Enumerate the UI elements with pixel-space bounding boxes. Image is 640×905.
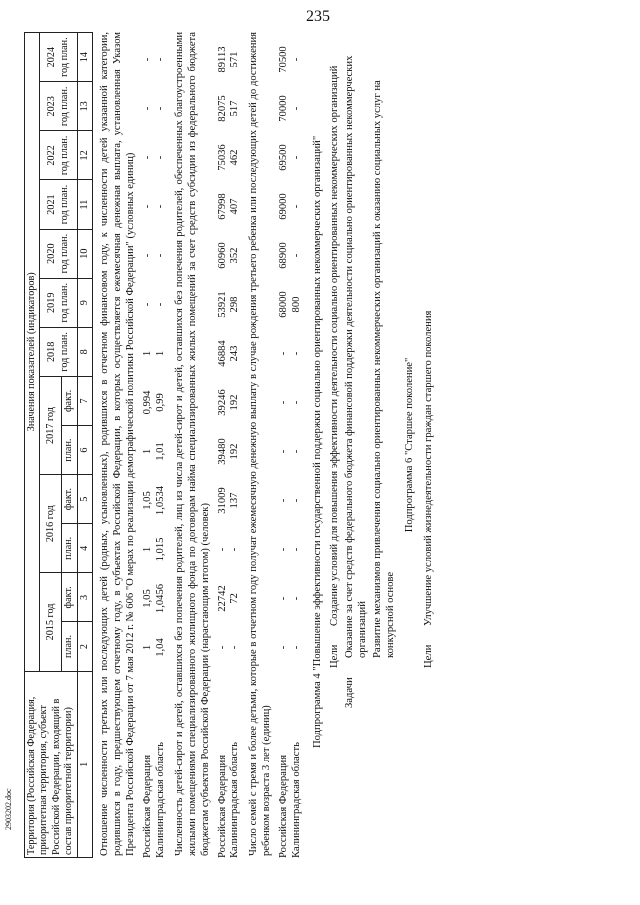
indicator-value: 22742 xyxy=(216,585,228,612)
task-text: Оказание за счет средств федерального бюджета финансовой поддержки деятельности социально ориентированных некоммерческих организаций xyxy=(343,55,368,658)
subprogram4-goal xyxy=(329,32,342,668)
subprogram4-title: Подпрограмма 4 "Повышение эффективности государственной поддержки социально ориентированных некоммерческих организаций" xyxy=(312,135,324,748)
goal-text: Создание условий для повышения эффективности деятельности социально ориентированных некоммерческих организаций xyxy=(329,65,341,626)
sub-header: факт. xyxy=(62,475,77,524)
indicator-value: 69000 xyxy=(278,193,290,220)
indicator-value: 60960 xyxy=(216,242,228,269)
indicator-value: 1 xyxy=(141,546,153,553)
indicator-value: 1 xyxy=(154,350,166,357)
indicator-value: 192 xyxy=(229,443,241,460)
plan-year-sub: год план. xyxy=(58,282,70,323)
indicator-value: - xyxy=(278,596,290,601)
indicator-value: - xyxy=(278,449,290,454)
territory-label: Российская Федерация xyxy=(278,754,290,858)
plan-year-header xyxy=(40,229,77,278)
indicator-value: 517 xyxy=(229,100,241,117)
indicator-value: 70000 xyxy=(278,95,290,122)
indicator-value: - xyxy=(291,57,303,62)
column-number: 11 xyxy=(77,180,92,229)
indicator-value: 407 xyxy=(229,198,241,215)
indicator-value: 1,04 xyxy=(154,638,166,657)
indicator-value: 68000 xyxy=(278,291,290,318)
column-number: 1 xyxy=(77,671,92,857)
indicator-value: - xyxy=(154,57,166,62)
indicator-value: 352 xyxy=(229,247,241,264)
plan-year-header xyxy=(40,82,77,131)
indicator-value: - xyxy=(229,547,241,552)
column-number: 7 xyxy=(77,376,92,425)
column-number: 10 xyxy=(77,229,92,278)
indicator-value: 1 xyxy=(141,644,153,651)
indicator-value: - xyxy=(291,253,303,258)
indicator-value: 800 xyxy=(291,296,303,313)
task-text: Развитие механизмов привлечения социально ориентированных некоммерческих организаций к оказанию социальных услуг на конкурсной основе xyxy=(371,80,396,658)
territory-label: Российская Федерация xyxy=(141,754,153,858)
indicator-value: 192 xyxy=(229,394,241,411)
indicators-table xyxy=(24,32,93,858)
page-number: 235 xyxy=(306,8,330,25)
goal-text: Улучшение условий жизнедеятельности граждан старшего поколения xyxy=(422,310,434,626)
indicator-value: - xyxy=(278,645,290,650)
indicator-value: 137 xyxy=(229,492,241,509)
column-number: 9 xyxy=(77,278,92,327)
plan-year-header xyxy=(40,131,77,180)
indicator-value: - xyxy=(291,645,303,650)
indicator-value: - xyxy=(291,351,303,356)
indicator-value: 0,99 xyxy=(154,393,166,412)
indicator-value: - xyxy=(141,106,153,111)
indicator-title: Отношение численности третьих или последующих детей (родных, усыновленных), родившихся в отчетном финансовом году, к численности детей указанной категории, родившихся в году, предшествующем отчетному году, в субъектах Российской Федерации, в которых осуществляется ежемесячная денежная выплата, установленная Указом Президента Российской Федерации от 7 мая 2012 г. № 606 "О мерах по реализации демографической политики Российской Федерации" (условных единиц) xyxy=(99,32,137,856)
indicator-value: - xyxy=(291,596,303,601)
plan-year-header xyxy=(40,180,77,229)
plan-year: 2021 xyxy=(46,194,58,215)
column-number: 5 xyxy=(77,475,92,524)
indicator-value: 69500 xyxy=(278,144,290,171)
indicator-value: 1 xyxy=(141,350,153,357)
column-number: 13 xyxy=(77,82,92,131)
indicator-value: 82075 xyxy=(216,95,228,122)
indicator-value: - xyxy=(141,155,153,160)
indicator-value: 571 xyxy=(229,51,241,68)
indicators-body xyxy=(99,32,304,858)
territory-header: Территория (Российская Федерация, приоритетная территория, субъект Российской Федерации, входящий в состав приоритетной территории) xyxy=(25,671,78,857)
indicator-value: 1 xyxy=(141,448,153,455)
column-number: 14 xyxy=(77,33,92,82)
indicator-title: Число семей с тремя и более детьми, которые в отчетном году получат ежемесячную денежную выплату в случае рождения третьего ребенка или последующих детей до достижения ребенком возраста 3 лет (единиц) xyxy=(248,32,273,856)
indicator-value: - xyxy=(141,302,153,307)
indicator-value: - xyxy=(154,155,166,160)
indicator-value: 1,0456 xyxy=(154,583,166,614)
indicator-value: 75036 xyxy=(216,144,228,171)
indicator-value: - xyxy=(141,57,153,62)
plan-year-sub: год план. xyxy=(58,37,70,77)
plan-year-sub: год план. xyxy=(58,184,70,225)
indicator-value: - xyxy=(229,645,241,650)
column-numbers-row xyxy=(77,33,92,858)
indicator-value: 462 xyxy=(229,149,241,166)
indicator-value: - xyxy=(154,204,166,209)
indicator-row xyxy=(278,32,291,858)
indicator-value: 1,05 xyxy=(141,589,153,608)
indicator-value: 68900 xyxy=(278,242,290,269)
plan-year: 2024 xyxy=(46,46,58,68)
indicator-value: 1,0534 xyxy=(154,485,166,516)
indicator-value: - xyxy=(216,645,228,650)
plan-year: 2023 xyxy=(46,96,58,117)
indicator-value: 1,05 xyxy=(141,491,153,510)
indicator-value: 298 xyxy=(229,296,241,313)
indicator-row xyxy=(217,32,230,858)
column-number: 4 xyxy=(77,524,92,573)
indicator-row xyxy=(155,32,168,858)
plan-year: 2019 xyxy=(46,292,58,313)
indicator-value: - xyxy=(291,498,303,503)
indicator-value: - xyxy=(154,253,166,258)
plan-year-sub: год план. xyxy=(58,86,70,127)
territory-label: Калининградская область xyxy=(154,742,166,858)
indicator-value: - xyxy=(291,106,303,111)
indicator-value: 67998 xyxy=(216,193,228,220)
indicator-value: 1,01 xyxy=(154,442,166,461)
plan-year-sub: год план. xyxy=(58,233,70,274)
indicator-value: 70500 xyxy=(278,46,290,73)
subprogram4-task-2 xyxy=(372,32,398,708)
sub-header: план. xyxy=(62,524,77,573)
plan-year-header xyxy=(40,33,77,82)
indicator-title: Численность детей-сирот и детей, оставшихся без попечения родителей, лиц из числа детей-сирот и детей, оставшихся без попечения родителей, обеспеченных благоустроенными жилыми помещениями специализированного жилищного фонда по договорам найма специализированных жилых помещений за счет средств субсидии из федерального бюджета бюджетам субъектов Российской Федерации (нарастающим итогом) (человек) xyxy=(173,32,211,856)
column-number: 6 xyxy=(77,426,92,475)
column-number: 2 xyxy=(77,622,92,671)
indicator-value: - xyxy=(216,547,228,552)
goal-tag: Цели xyxy=(422,644,434,668)
plan-year: 2018 xyxy=(46,341,58,363)
goal-tag: Цели xyxy=(329,644,341,668)
territory-label: Российская Федерация xyxy=(216,754,228,858)
indicator-value: - xyxy=(278,351,290,356)
indicator-value: - xyxy=(291,400,303,405)
plan-year-header xyxy=(40,278,77,327)
indicator-value: - xyxy=(291,155,303,160)
year-header: 2015 год xyxy=(40,573,62,671)
territory-label: Калининградская область xyxy=(229,742,241,858)
indicator-value: - xyxy=(291,449,303,454)
plan-year-sub: год план. xyxy=(58,332,70,372)
indicator-value: - xyxy=(154,106,166,111)
year-header: 2016 год xyxy=(40,475,62,573)
indicator-value: - xyxy=(278,498,290,503)
indicator-value: 39246 xyxy=(216,389,228,416)
indicator-row xyxy=(291,32,304,858)
plan-year-header xyxy=(40,327,77,376)
indicator-value: - xyxy=(141,204,153,209)
indicator-value: 89113 xyxy=(216,46,228,73)
indicator-value: 243 xyxy=(229,345,241,362)
indicator-value: - xyxy=(141,253,153,258)
sub-header: факт. xyxy=(62,573,77,622)
column-number: 3 xyxy=(77,573,92,622)
sub-header: план. xyxy=(62,622,77,671)
sub-header: факт. xyxy=(62,376,77,425)
subprogram4-task-1 xyxy=(344,32,370,708)
tasks-tag: Задачи xyxy=(343,677,355,708)
subprogram6-title: Подпрограмма 6 "Старшее поколение" xyxy=(403,357,415,533)
indicator-value: 31009 xyxy=(216,487,228,514)
rotated-page-content xyxy=(24,32,604,858)
column-number: 8 xyxy=(77,327,92,376)
indicator-row xyxy=(142,32,155,858)
indicator-value: - xyxy=(291,204,303,209)
indicator-value: 53921 xyxy=(216,291,228,318)
indicator-value: 0,994 xyxy=(141,390,153,415)
indicator-value: - xyxy=(278,400,290,405)
indicator-value: 72 xyxy=(229,593,241,604)
column-number: 12 xyxy=(77,131,92,180)
plan-year: 2020 xyxy=(46,243,58,264)
indicator-value: 39480 xyxy=(216,438,228,465)
subprogram6-goal xyxy=(423,32,436,668)
indicator-value: - xyxy=(154,302,166,307)
values-header: Значения показателей (индикаторов) xyxy=(25,33,40,672)
indicator-value: - xyxy=(291,547,303,552)
year-header: 2017 год xyxy=(40,376,62,474)
indicator-value: 46884 xyxy=(216,340,228,367)
indicator-value: 1,015 xyxy=(154,537,166,562)
plan-year-sub: год план. xyxy=(58,135,70,176)
plan-year: 2022 xyxy=(46,145,58,166)
sub-header: план. xyxy=(62,426,77,475)
footer-code: 2903202.doc xyxy=(4,788,13,830)
territory-label: Калининградская область xyxy=(291,742,303,858)
indicator-value: - xyxy=(278,547,290,552)
indicator-row xyxy=(229,32,242,858)
